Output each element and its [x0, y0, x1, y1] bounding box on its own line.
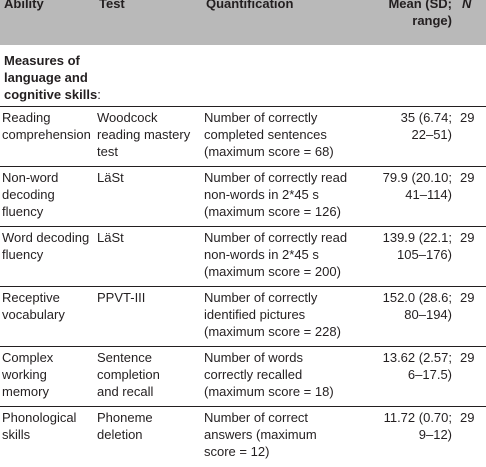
cell-test-line	[97, 203, 202, 220]
cell-test-line: LäSt	[97, 229, 202, 246]
cell-mean	[354, 287, 456, 347]
table-row	[0, 227, 486, 287]
cell-quantification-line: Number of correctly	[204, 109, 354, 126]
cell-quantification	[202, 107, 354, 167]
cell-quantification-line: correctly recalled	[204, 366, 354, 383]
cell-ability	[0, 167, 95, 227]
table-row	[0, 167, 486, 227]
cell-mean-line: 9–12)	[356, 426, 452, 443]
cell-ability-line: Word decoding	[2, 229, 95, 246]
cell-quantification-line: non-words in 2*45 s	[204, 186, 354, 203]
cell-test-line: Woodcock	[97, 109, 202, 126]
cell-mean-line	[356, 383, 452, 400]
cell-test-line: reading mastery	[97, 126, 202, 143]
cell-test-line	[97, 263, 202, 280]
cell-test	[95, 407, 202, 467]
cell-quantification-line: (maximum score = 18)	[204, 383, 354, 400]
table-row	[0, 347, 486, 407]
cell-quantification-line: identified pictures	[204, 306, 354, 323]
header-quantification: Quantification	[202, 0, 354, 45]
cell-mean-line: 22–51)	[356, 126, 452, 143]
cell-quantification-line: (maximum score = 200)	[204, 263, 354, 280]
cell-mean-line: 11.72 (0.70;	[356, 409, 452, 426]
cell-n: 29	[456, 107, 486, 167]
cell-ability-line: decoding	[2, 186, 95, 203]
cell-ability-line	[2, 323, 95, 340]
cell-ability-line: comprehension	[2, 126, 95, 143]
cell-test-line: Phoneme	[97, 409, 202, 426]
cell-test-line: Sentence	[97, 349, 202, 366]
cell-test-line: LäSt	[97, 169, 202, 186]
cell-ability-line: skills	[2, 426, 95, 443]
cell-mean-line: 79.9 (20.10;	[356, 169, 452, 186]
cell-test-line: PPVT-III	[97, 289, 202, 306]
cell-mean-line: 41–114)	[356, 186, 452, 203]
cell-quantification	[202, 167, 354, 227]
cell-n: 29	[456, 287, 486, 347]
cell-ability-line: Complex	[2, 349, 95, 366]
table-row	[0, 287, 486, 347]
cell-ability-line	[2, 143, 95, 160]
cell-test-line	[97, 246, 202, 263]
cell-ability-line: fluency	[2, 246, 95, 263]
section-heading: Measures of language and cognitive skills:	[0, 45, 486, 107]
cell-quantification-line: non-words in 2*45 s	[204, 246, 354, 263]
cell-test	[95, 227, 202, 287]
cell-ability	[0, 227, 95, 287]
cell-ability-line	[2, 443, 95, 460]
cell-n: 29	[456, 347, 486, 407]
cell-ability-line: vocabulary	[2, 306, 95, 323]
cell-mean	[354, 407, 456, 467]
cell-mean-line: 35 (6.74;	[356, 109, 452, 126]
cell-quantification-line: (maximum score = 126)	[204, 203, 354, 220]
cell-mean-line: 139.9 (22.1;	[356, 229, 452, 246]
cell-ability	[0, 347, 95, 407]
cell-quantification-line: (maximum score = 68)	[204, 143, 354, 160]
cell-mean-line	[356, 263, 452, 280]
cell-test	[95, 107, 202, 167]
cell-quantification-line: completed sentences	[204, 126, 354, 143]
cell-test-line	[97, 186, 202, 203]
cell-test-line	[97, 323, 202, 340]
cell-test	[95, 167, 202, 227]
cell-quantification	[202, 287, 354, 347]
cell-test-line	[97, 443, 202, 460]
cell-mean-line	[356, 323, 452, 340]
header-n: N	[456, 0, 486, 45]
cell-n: 29	[456, 407, 486, 467]
cell-n: 29	[456, 167, 486, 227]
header-ability: Ability	[0, 0, 95, 45]
section-heading-row	[0, 45, 486, 107]
cell-mean-line: 105–176)	[356, 246, 452, 263]
cell-quantification-line: answers (maximum	[204, 426, 354, 443]
table-row	[0, 407, 486, 467]
cell-ability-line: Phonological	[2, 409, 95, 426]
cell-ability	[0, 407, 95, 467]
cell-quantification	[202, 227, 354, 287]
cell-ability-line: working	[2, 366, 95, 383]
cell-ability	[0, 107, 95, 167]
cell-test-line: test	[97, 143, 202, 160]
cell-ability-line: Reading	[2, 109, 95, 126]
cell-test-line: and recall	[97, 383, 202, 400]
cell-mean	[354, 107, 456, 167]
cell-ability-line: Receptive	[2, 289, 95, 306]
cell-quantification-line: (maximum score = 228)	[204, 323, 354, 340]
cell-test-line	[97, 306, 202, 323]
cell-mean-line: 6–17.5)	[356, 366, 452, 383]
cell-mean-line: 80–194)	[356, 306, 452, 323]
cell-mean-line: 13.62 (2.57;	[356, 349, 452, 366]
cell-quantification-line: Number of correctly	[204, 289, 354, 306]
cell-quantification	[202, 347, 354, 407]
table-header-row	[0, 0, 486, 45]
cell-quantification	[202, 407, 354, 467]
cell-ability-line	[2, 263, 95, 280]
cell-ability	[0, 287, 95, 347]
cell-mean	[354, 347, 456, 407]
cell-n: 29	[456, 227, 486, 287]
header-test: Test	[95, 0, 202, 45]
cell-test	[95, 287, 202, 347]
cell-ability-line: fluency	[2, 203, 95, 220]
cell-quantification-line: Number of correct	[204, 409, 354, 426]
table-row	[0, 107, 486, 167]
cell-mean	[354, 227, 456, 287]
cell-mean-line	[356, 203, 452, 220]
cell-ability-line: memory	[2, 383, 95, 400]
cell-quantification-line: score = 12)	[204, 443, 354, 460]
cell-test-line: completion	[97, 366, 202, 383]
cell-mean-line	[356, 143, 452, 160]
cell-test-line: deletion	[97, 426, 202, 443]
cell-mean	[354, 167, 456, 227]
cell-test	[95, 347, 202, 407]
cell-quantification-line: Number of words	[204, 349, 354, 366]
header-mean: Mean (SD; range)	[354, 0, 456, 45]
cell-quantification-line: Number of correctly read	[204, 229, 354, 246]
cell-ability-line: Non-word	[2, 169, 95, 186]
cell-quantification-line: Number of correctly read	[204, 169, 354, 186]
cell-mean-line	[356, 443, 452, 460]
cell-mean-line: 152.0 (28.6;	[356, 289, 452, 306]
